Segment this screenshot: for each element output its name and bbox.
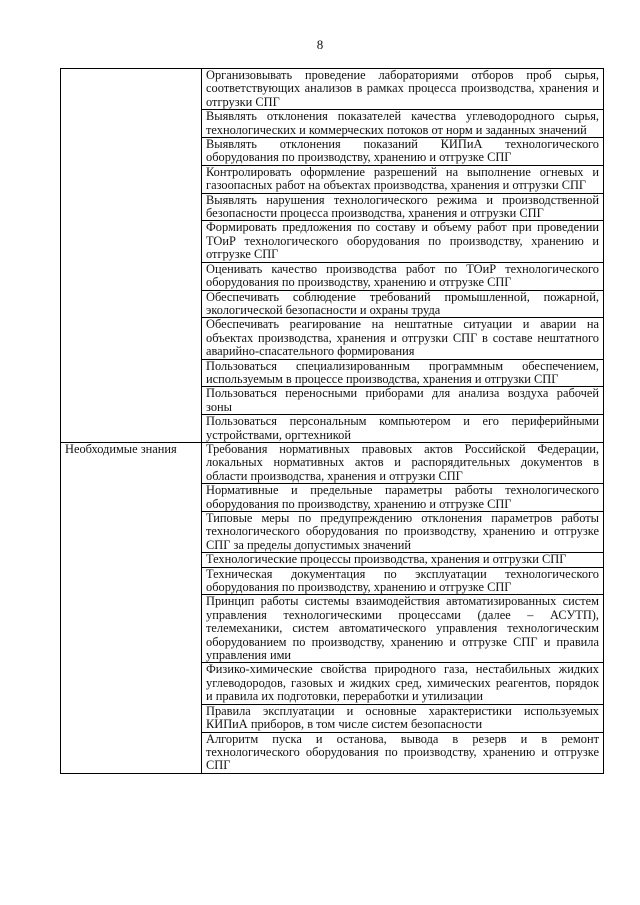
text-line: Пользоваться персональным компьютером и его периферийными xyxy=(206,414,599,429)
requirement-cell xyxy=(202,442,604,483)
text-line: оборудования по производству, хранению и отгрузке СПГ xyxy=(206,150,512,165)
text-line: устройствами, оргтехникой xyxy=(206,427,351,442)
requirement-cell xyxy=(202,359,604,387)
requirement-cell xyxy=(202,415,604,443)
text-line: области производства, хранения и отгрузки СПГ xyxy=(206,468,463,483)
text-line: оборудованием по производству, хранению и отгрузке СПГ и правила xyxy=(206,634,599,649)
text-line: управления ими xyxy=(206,648,292,663)
requirement-cell xyxy=(202,512,604,553)
text-line: Выявлять нарушения технологического режима и производственной xyxy=(206,193,599,207)
table-row xyxy=(61,69,604,110)
text-line: Типовые меры по предупреждению отклонения параметров работы xyxy=(206,511,599,525)
requirement-cell xyxy=(202,110,604,138)
requirement-cell xyxy=(202,595,604,663)
text-line: Выявлять отклонения показаний КИПиА технологического xyxy=(206,137,599,152)
text-line: Принцип работы системы взаимодействия автоматизированных систем xyxy=(206,594,599,609)
text-line: Пользоваться специализированным программным обеспечением, xyxy=(206,359,599,373)
text-line: ТОиР технологического оборудования по производству, хранению и xyxy=(206,233,599,248)
text-line: оборудования по производству, хранению и отгрузке СПГ xyxy=(206,496,512,511)
requirement-cell xyxy=(202,262,604,290)
text-line: технологического оборудования по производству, хранению и отгрузке xyxy=(206,744,599,759)
text-line: Контролировать оформление разрешений на выполнение огневых и xyxy=(206,165,599,179)
skills-label-cell xyxy=(61,69,202,443)
requirement-cell xyxy=(202,484,604,512)
requirement-cell xyxy=(202,221,604,262)
text-line: аварийно-спасательного формирования xyxy=(206,344,415,359)
text-line: Пользоваться переносными приборами для анализа воздуха рабочей xyxy=(206,386,599,401)
text-line: экологической безопасности и охраны труда xyxy=(206,302,441,317)
text-line: телемеханики, систем автоматического управления технологическим xyxy=(206,621,599,636)
text-line: управления технологическими процессами (далее – АСУТП), xyxy=(206,607,599,622)
requirement-cell xyxy=(202,732,604,773)
requirement-cell xyxy=(202,663,604,704)
text-line: оборудования по производству, хранению и отгрузке СПГ xyxy=(206,275,512,290)
text-line: Физико-химические свойства природного газа, нестабильных жидких xyxy=(206,662,599,677)
requirements-table xyxy=(60,68,604,774)
text-line: объектах производства, хранения и отгрузки СПГ в составе нештатного xyxy=(206,330,599,345)
text-line: технологического оборудования по производству, хранению и отгрузке xyxy=(206,524,599,539)
page-number: 8 xyxy=(316,37,324,52)
requirement-cell xyxy=(202,704,604,732)
text-line: СПГ за пределы допустимых значений xyxy=(206,537,412,552)
requirement-cell xyxy=(202,69,604,110)
text-line: Формировать предложения по составу и объему работ при проведении xyxy=(206,220,599,235)
text-line: Обеспечивать соблюдение требований промышленной, пожарной, xyxy=(206,290,599,304)
requirement-cell xyxy=(202,567,604,595)
text-line: отгрузке СПГ xyxy=(206,247,279,262)
text-line: газоопасных работ на объектах производства, хранения и отгрузки СПГ xyxy=(206,178,587,193)
text-line: СПГ xyxy=(206,758,231,773)
table-row xyxy=(61,442,604,483)
text-line: Требования нормативных правовых актов Российской Федерации, xyxy=(206,442,599,456)
text-line: безопасности процесса производства, хранения и отгрузки СПГ xyxy=(206,206,544,221)
requirement-cell xyxy=(202,318,604,359)
requirement-cell xyxy=(202,193,604,221)
knowledge-label-cell: Необходимые знания xyxy=(61,442,202,773)
text-line: Оценивать качество производства работ по ТОиР технологического xyxy=(206,262,599,276)
text-line: Нормативные и предельные параметры работы технологического xyxy=(206,483,599,498)
text-line: соответствующих анализов в рамках процесса производства, хранения и xyxy=(206,81,599,96)
text-line: Алгоритм пуска и останова, вывода в резерв и в ремонт xyxy=(206,732,599,746)
text-line: локальных нормативных актов и распорядительных документов в xyxy=(206,455,599,470)
text-line: оборудования по производству, хранению и отгрузке СПГ xyxy=(206,580,512,595)
text-line: отгрузки СПГ xyxy=(206,94,280,109)
text-line: Техническая документация по эксплуатации технологического xyxy=(206,567,599,581)
text-line: Обеспечивать реагирование на нештатные ситуации и аварии на xyxy=(206,317,599,332)
text-line: и правила их подготовки, переработки и утилизации xyxy=(206,689,484,704)
requirement-cell xyxy=(202,290,604,318)
text-line: Технологические процессы производства, хранения и отгрузки СПГ xyxy=(206,552,567,567)
text-line: Правила эксплуатации и основные характеристики используемых xyxy=(206,704,599,718)
text-line: зоны xyxy=(206,399,232,414)
requirement-cell xyxy=(202,553,604,567)
requirement-cell xyxy=(202,387,604,415)
text-line: технологических и коммерческих потоков от норм и заданных значений xyxy=(206,122,587,137)
text-line: Выявлять отклонения показателей качества углеводородного сырья, xyxy=(206,109,599,124)
text-line: КИПиА приборов, в том числе систем безопасности xyxy=(206,717,483,732)
requirement-cell xyxy=(202,165,604,193)
text-line: используемым в процессе производства, хранения и отгрузки СПГ xyxy=(206,371,559,386)
text-line: Организовывать проведение лабораториями отборов проб сырья, xyxy=(206,68,599,82)
text-line: углеводородов, газовых и жидких сред, химических реагентов, порядок xyxy=(206,675,599,690)
requirement-cell xyxy=(202,138,604,166)
